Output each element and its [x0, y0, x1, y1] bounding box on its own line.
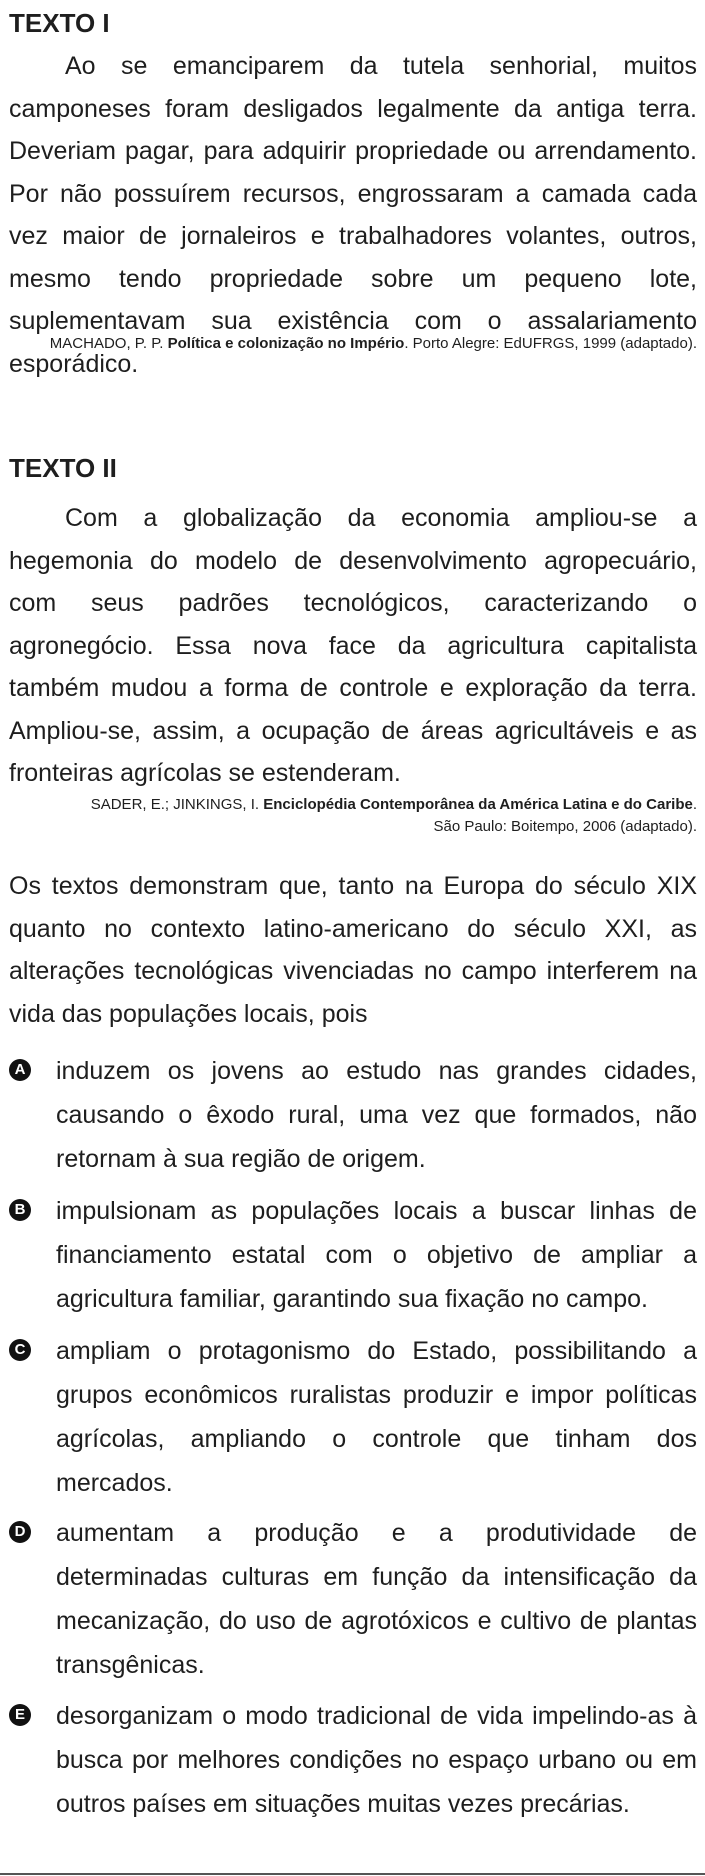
- option-e-text: desorganizam o modo tradicional de vida impelindo-as à busca por melhores condições no espaço urbano ou em outros países em situações muitas vezes precárias.: [56, 1702, 697, 1818]
- option-e-letter: E: [9, 1704, 31, 1726]
- option-c-letter: C: [9, 1339, 31, 1361]
- texto2-source-title: Enciclopédia Contemporânea da América Latina e do Caribe: [263, 796, 693, 813]
- option-a-letter: A: [9, 1059, 31, 1081]
- option-d-letter: D: [9, 1521, 31, 1543]
- question-stem: Os textos demonstram que, tanto na Europa do século XIX quanto no contexto latino-americano do século XXI, as alterações tecnológicas vivenciadas no campo interferem na vida das populações locais, pois: [9, 872, 697, 1028]
- option-b-text: impulsionam as populações locais a buscar linhas de financiamento estatal com o objetivo de ampliar a agricultura familiar, garantindo sua fixação no campo.: [56, 1197, 697, 1313]
- texto2-source-rest: .: [692, 796, 697, 813]
- texto1-source-author: MACHADO, P. P.: [49, 335, 168, 352]
- texto2-body: Com a globalização da economia ampliou-se a hegemonia do modelo de desenvolvimento agropecuário, com seus padrões tecnológicos, caracterizando o agronegócio. Essa nova face da agricultura capitalista também mudou a forma de controle e exploração da terra. Ampliou-se, assim, a ocupação de áreas agricultáveis e as fronteiras agrícolas se estenderam.: [9, 504, 697, 787]
- texto2-heading: TEXTO II: [9, 453, 117, 483]
- texto1-body: Ao se emanciparem da tutela senhorial, muitos camponeses foram desligados legalmente da antiga terra. Deveriam pagar, para adquirir propriedade ou arrendamento. Por não possuírem recursos, engrossaram a camada cada vez maior de jornaleiros e trabalhadores volantes, outros, mesmo tendo propriedade sobre um pequeno lote, suplementavam sua existência com o assalariamento esporádico.: [9, 52, 697, 378]
- texto1-heading: TEXTO I: [9, 8, 110, 38]
- texto2-source-line2: São Paulo: Boitempo, 2006 (adaptado).: [433, 818, 697, 835]
- option-d-text: aumentam a produção e a produtividade de determinadas culturas em função da intensificação da mecanização, do uso de agrotóxicos e cultivo de plantas transgênicas.: [56, 1519, 697, 1679]
- texto2-source-author: SADER, E.; JINKINGS, I.: [90, 796, 264, 813]
- bottom-divider: [0, 1873, 705, 1875]
- texto2-source: [9, 794, 697, 838]
- texto1-source: [9, 333, 697, 355]
- texto1-source-title: Política e colonização no Império: [167, 335, 405, 352]
- option-c-text: ampliam o protagonismo do Estado, possibilitando a grupos econômicos ruralistas produzir e impor políticas agrícolas, ampliando o controle que tinham dos mercados.: [56, 1337, 697, 1497]
- texto1-source-rest: . Porto Alegre: EdUFRGS, 1999 (adaptado).: [404, 335, 697, 352]
- option-a-text: induzem os jovens ao estudo nas grandes cidades, causando o êxodo rural, uma vez que formados, não retornam à sua região de origem.: [56, 1057, 697, 1173]
- option-b-letter: B: [9, 1199, 31, 1221]
